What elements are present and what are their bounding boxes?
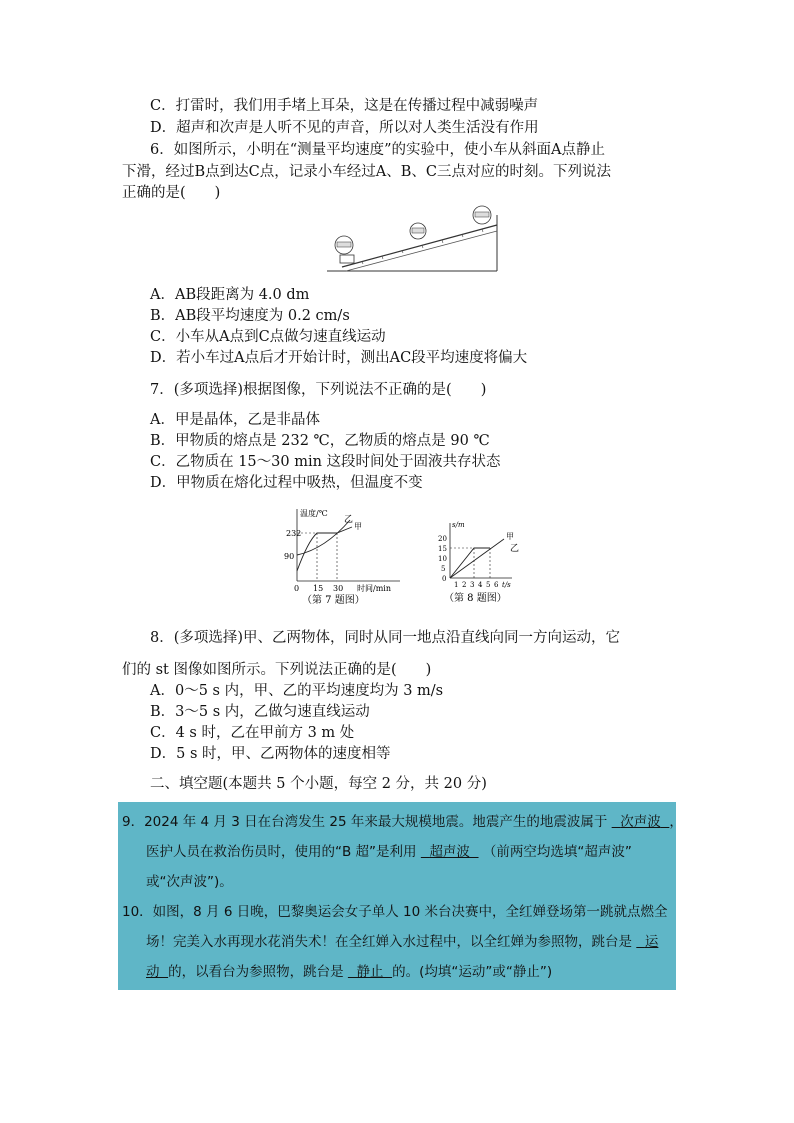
figure-8-graph [432, 515, 542, 605]
fig7-y232: 232 [286, 529, 302, 538]
fig8-caption: （第 8 题图） [444, 593, 507, 604]
q9-line1: 9．2024 年 4 月 3 日在台湾发生 25 年来最大规模地震。地震产生的地震波属于 次声波 ， [122, 814, 683, 830]
fig8-y5: 5 [441, 565, 446, 573]
q9-text3: （前两空均选填“超声波” [482, 844, 632, 860]
fig7-series-jia: 甲 [354, 522, 362, 531]
fig8-x1: 1 [454, 581, 459, 589]
q6-stem-line3: 正确的是( ) [122, 185, 221, 201]
q7-option-c: C．乙物质在 15～30 min 这段时间处于固液共存状态 [150, 454, 501, 470]
fig7-caption: （第 7 题图） [302, 595, 365, 605]
q5-option-d: D．超声和次声是人听不见的声音，所以对人类生活没有作用 [150, 120, 539, 136]
q10-text4: 的。(均填“运动”或“静止”) [392, 964, 553, 980]
fig8-series-yi: 乙 [510, 544, 520, 554]
fig8-y15: 15 [438, 545, 447, 553]
fig7-x0: 0 [294, 584, 300, 593]
fig7-ylabel: 温度/℃ [300, 509, 328, 518]
fig7-y90: 90 [284, 552, 295, 561]
q8-option-b: B．3～5 s 内，乙做匀速直线运动 [150, 704, 370, 720]
q8-option-d: D．5 s 时，甲、乙两物体的速度相等 [150, 746, 391, 762]
q8-stem-line1: 8．(多项选择)甲、乙两物体，同时从同一地点沿直线向同一方向运动，它 [150, 630, 621, 646]
q10-text3: 的，以看台为参照物，跳台是 [168, 964, 344, 980]
fig8-x5: 5 [486, 581, 491, 589]
q10-answer1-part1: 运 [644, 934, 659, 950]
fig8-x6: 6 [494, 581, 499, 589]
q7-option-b: B．甲物质的熔点是 232 ℃，乙物质的熔点是 90 ℃ [150, 433, 490, 449]
fig8-series-jia: 甲 [506, 532, 514, 541]
q6-option-a: A．AB段距离为 4.0 dm [150, 287, 310, 303]
q6-option-d: D．若小车过A点后才开始计时，测出AC段平均速度将偏大 [150, 350, 528, 366]
q6-stem-line1: 6．如图所示，小明在“测量平均速度”的实验中，使小车从斜面A点静止 [150, 142, 606, 158]
fig7-x15: 15 [313, 584, 324, 593]
q9-text1: 9．2024 年 4 月 3 日在台湾发生 25 年来最大规模地震。地震产生的地震波属于 [122, 814, 608, 830]
fig8-ylabel: s/m [452, 521, 465, 529]
q5-option-c: C．打雷时，我们用手堵上耳朵，这是在传播过程中减弱噪声 [150, 98, 539, 114]
q8-option-a: A．0～5 s 内，甲、乙的平均速度均为 3 m/s [150, 683, 444, 699]
fig7-xlabel: 时间/min [357, 584, 391, 593]
fig7-x30: 30 [333, 584, 344, 593]
q8-option-c: C．4 s 时，乙在甲前方 3 m 处 [150, 725, 355, 741]
q8-stem-line2: 们的 st 图像如图所示。下列说法正确的是( ) [122, 662, 432, 678]
figure-7-graph [280, 505, 410, 605]
incline-figure [322, 205, 502, 275]
fig8-y0: 0 [442, 575, 447, 583]
q9-text4: 或“次声波”)。 [146, 874, 233, 890]
fig8-x4: 4 [478, 581, 483, 589]
section-2-heading: 二、填空题(本题共 5 个小题，每空 2 分，共 20 分) [150, 776, 487, 792]
q6-option-b: B．AB段平均速度为 0.2 cm/s [150, 308, 350, 324]
fig8-y20: 20 [438, 535, 447, 543]
q10-text2: 场！完美入水再现水花消失术！在全红婵入水过程中，以全红婵为参照物，跳台是 [146, 934, 632, 950]
fill-in-highlight-block [118, 802, 683, 990]
q10-line3 [146, 962, 552, 982]
q6-stem-line2: 下滑，经过B点到达C点，记录小车经过A、B、C三点对应的时刻。下列说法 [122, 164, 611, 180]
fig8-xlabel: t/s [502, 581, 511, 589]
q9-line2 [146, 842, 632, 862]
q10-answer1-part2: 动 [146, 964, 160, 980]
fig8-x2: 2 [462, 581, 467, 589]
q9-answer2: 超声波 [429, 844, 470, 860]
q9-answer1: 次声波 [620, 814, 661, 830]
q7-stem: 7．(多项选择)根据图像，下列说法不正确的是( ) [150, 382, 487, 398]
q10-line2 [146, 932, 658, 952]
q10-answer2: 静止 [356, 964, 384, 980]
fig8-x3: 3 [470, 581, 475, 589]
q6-option-c: C．小车从A点到C点做匀速直线运动 [150, 329, 386, 345]
q9-text2: 医护人员在救治伤员时，使用的“B 超”是利用 [146, 844, 417, 860]
q10-text1: 10．如图，8 月 6 日晚，巴黎奥运会女子单人 10 米台决赛中，全红婵登场第一跳就点燃全 [122, 904, 668, 920]
q7-option-d: D．甲物质在熔化过程中吸热，但温度不变 [150, 475, 423, 491]
fig7-series-yi: 乙 [344, 515, 354, 525]
q7-option-a: A．甲是晶体，乙是非晶体 [150, 412, 320, 428]
fig8-y10: 10 [438, 555, 447, 563]
